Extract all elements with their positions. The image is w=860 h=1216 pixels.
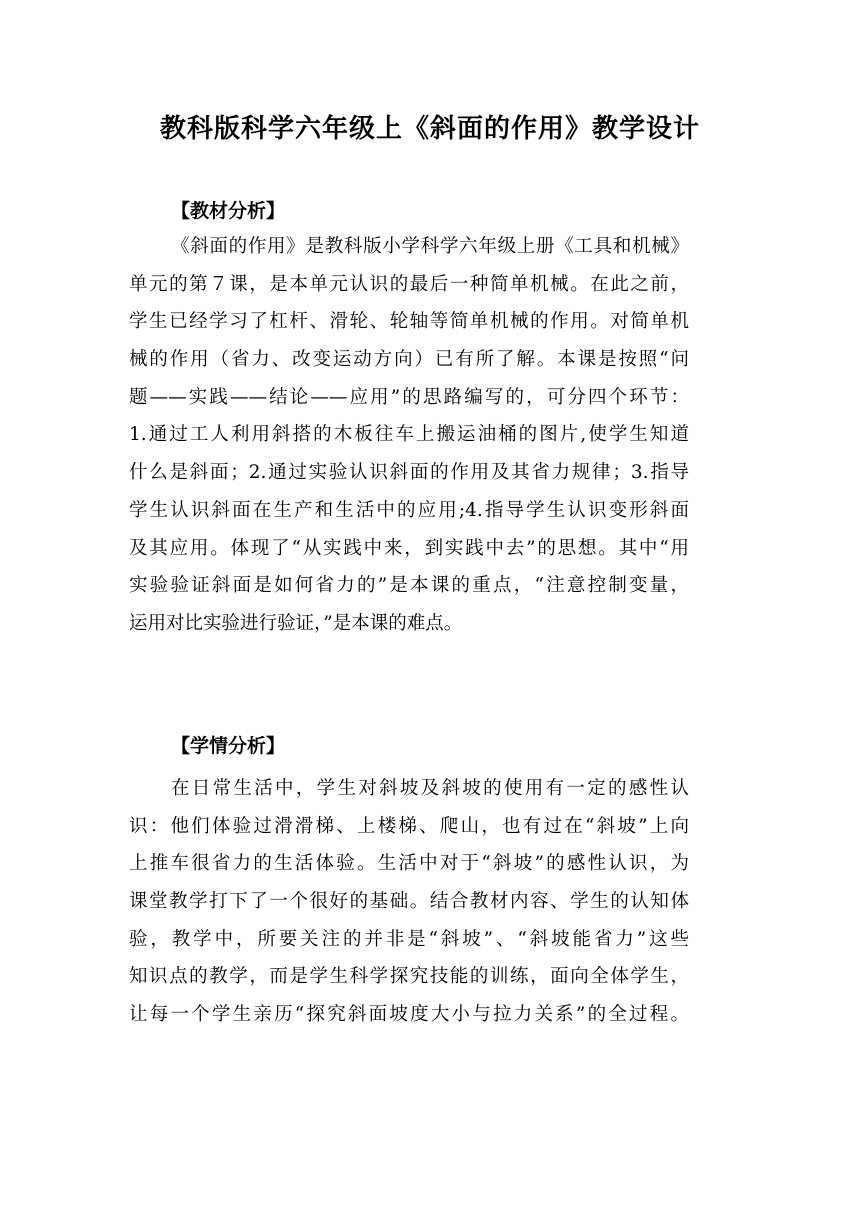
document-title: 教科版科学六年级上《斜面的作用》教学设计: [159, 114, 700, 144]
paragraph-line: 识：他们体验过滑滑梯、上楼梯、爬山，也有过在“斜坡”上向: [129, 815, 689, 837]
paragraph-line: 验，教学中，所要关注的并非是“斜坡”、“斜坡能省力”这些: [129, 928, 689, 950]
paragraph-line: 知识点的教学，而是学生科学探究技能的训练，面向全体学生，: [129, 966, 689, 988]
paragraph-line: 在日常生活中，学生对斜坡及斜坡的使用有一定的感性认: [171, 778, 689, 799]
section-heading-student-analysis: 【学情分析】: [171, 735, 286, 757]
paragraph-line: 运用对比实验进行验证，”是本课的难点。: [129, 612, 463, 634]
paragraph-student-analysis: [129, 770, 689, 1034]
paragraph-line: 上推车很省力的生活体验。生活中对于“斜坡”的感性认识，为: [129, 853, 689, 875]
paragraph-line: 单元的第７课，是本单元认识的最后一种简单机械。在此之前，: [129, 273, 689, 295]
paragraph-line: 1.通过工人利用斜搭的木板往车上搬运油桶的图片,使学生知道: [129, 424, 689, 446]
paragraph-line: 学生认识斜面在生产和生活中的应用;4.指导学生认识变形斜面: [129, 499, 689, 521]
paragraph-line: 课堂教学打下了一个很好的基础。结合教材内容、学生的认知体: [129, 891, 689, 913]
paragraph-line: 学生已经学习了杠杆、滑轮、轮轴等简单机械的作用。对简单机: [129, 311, 689, 333]
paragraph-textbook-analysis: [129, 228, 689, 643]
section-heading-textbook-analysis: 【教材分析】: [171, 200, 286, 222]
paragraph-line: 实验验证斜面是如何省力的”是本课的重点，“注意控制变量，: [129, 575, 689, 597]
paragraph-line: 什么是斜面；2.通过实验认识斜面的作用及其省力规律；3.指导: [129, 462, 689, 484]
paragraph-line: 题——实践——结论——应用”的思路编写的，可分四个环节：: [129, 386, 689, 408]
paragraph-line: 《斜面的作用》是教科版小学科学六年级上册《工具和机械》: [171, 236, 689, 257]
paragraph-line: 及其应用。体现了“从实践中来，到实践中去”的思想。其中“用: [129, 537, 689, 559]
paragraph-line: 让每一个学生亲历“探究斜面坡度大小与拉力关系”的全过程。: [129, 1004, 689, 1026]
paragraph-line: 械的作用（省力、改变运动方向）已有所了解。本课是按照“问: [129, 349, 689, 371]
